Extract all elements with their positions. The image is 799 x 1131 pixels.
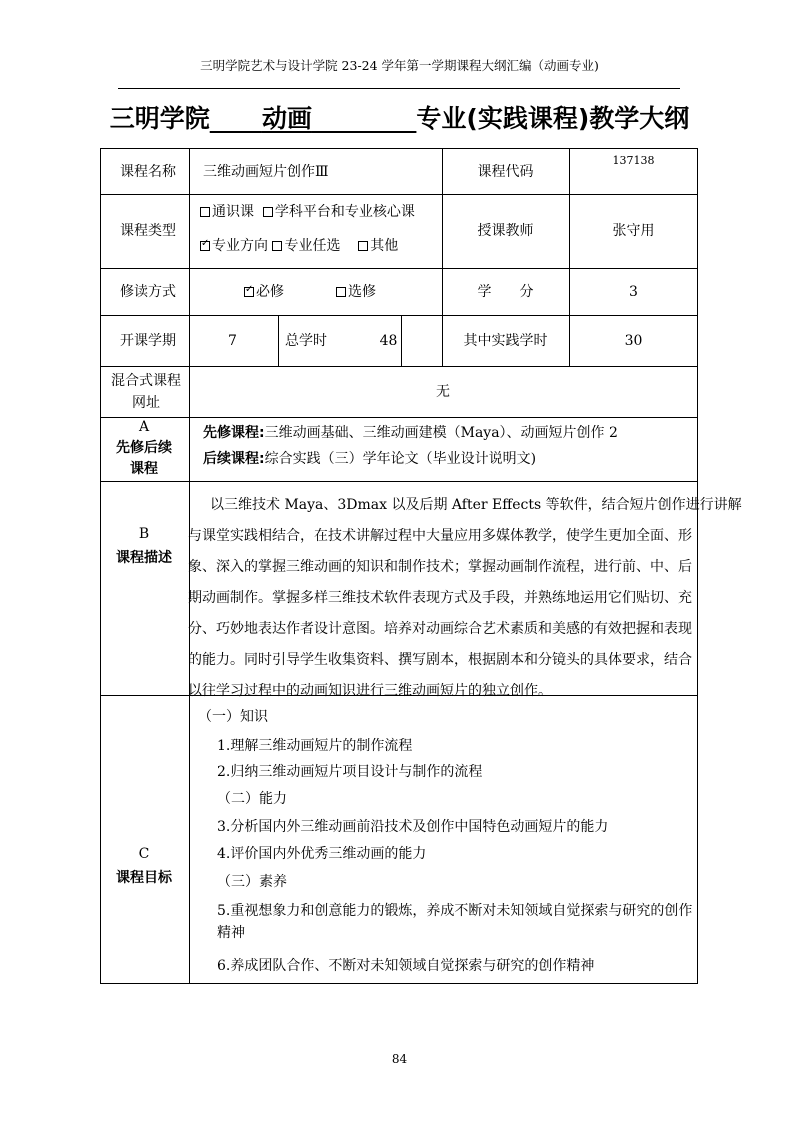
goal-item: 2.归纳三维动画短片项目设计与制作的流程 xyxy=(217,764,483,780)
credit-value: 3 xyxy=(629,283,638,300)
course-code-value: 137138 xyxy=(612,154,655,167)
row-divider xyxy=(101,481,697,482)
row-divider xyxy=(101,417,697,418)
practice-hours-label: 其中实践学时 xyxy=(463,332,548,349)
study-mode-options xyxy=(244,280,376,304)
hours-label: 总学时 xyxy=(285,332,327,349)
semester-value: 7 xyxy=(228,332,237,349)
course-name-label: 课程名称 xyxy=(120,164,176,180)
checkbox-direction[interactable]: ✓专业方向 xyxy=(200,238,268,254)
section-c-letter: C xyxy=(138,846,150,862)
prerequisite-label: 先修课程: xyxy=(203,425,265,441)
course-url-label: 混合式课程网址 xyxy=(111,372,181,411)
running-header: 三明学院艺术与设计学院 23-24 学年第一学期课程大纲汇编（动画专业) xyxy=(200,58,599,73)
credit-label: 学 分 xyxy=(477,283,534,300)
course-type-options-row2 xyxy=(200,234,398,258)
prerequisite-courses xyxy=(203,420,618,446)
description-line: 与课堂实践相结合，在技术讲解过程中大量应用多媒体教学，使学生更加全面、形 xyxy=(188,528,692,544)
section-b-letter: B xyxy=(138,526,150,542)
goal-item: 5.重视想象力和创意能力的锻炼，养成不断对未知领域自觉探索与研究的创作 xyxy=(217,903,693,919)
description-line: 期动画制作。掌握多样三维技术软件表现方式及手段，并熟练地运用它们贴切、充 xyxy=(188,590,692,606)
checkbox-required[interactable]: ✓ 必修 xyxy=(244,284,284,300)
goal-heading-ability: （二）能力 xyxy=(217,791,287,807)
checkbox-elective[interactable]: 专业任选 xyxy=(272,238,340,254)
hours-value: 48 xyxy=(379,332,398,349)
section-a-label: 先修后续课程 xyxy=(116,440,172,477)
description-line: 象、深入的掌握三维动画的知识和制作技术；掌握动画制作流程，进行前、中、后 xyxy=(188,559,692,575)
title-school: 三明学院 xyxy=(109,104,210,133)
course-url-value: 无 xyxy=(436,383,450,400)
section-b-label: 课程描述 xyxy=(116,550,172,566)
goal-item: 6.养成团队合作、不断对未知领域自觉探索与研究的创作精神 xyxy=(217,958,595,974)
study-mode-label: 修读方式 xyxy=(120,283,176,300)
goal-item: 1.理解三维动画短片的制作流程 xyxy=(217,738,413,754)
description-line: 以往学习过程中的动画知识进行三维动画短片的独立创作。 xyxy=(188,683,552,699)
header-rule xyxy=(118,88,680,89)
section-c-label: 课程目标 xyxy=(116,870,172,886)
teacher-value: 张守用 xyxy=(612,223,655,239)
practice-hours-value: 30 xyxy=(624,332,643,349)
section-c-header xyxy=(100,842,188,890)
section-a-header xyxy=(100,417,188,481)
course-code-label: 课程代码 xyxy=(477,164,534,180)
title-suffix: 专业(实践课程)教学大纲 xyxy=(416,104,690,133)
checkbox-general[interactable]: 通识课 xyxy=(200,204,254,220)
teacher-label: 授课教师 xyxy=(477,223,534,239)
description-line: 的能力。同时引导学生收集资料、撰写剧本，根据剧本和分镜头的具体要求，结合 xyxy=(188,652,692,668)
goal-item: 3.分析国内外三维动画前沿技术及创作中国特色动画短片的能力 xyxy=(217,819,609,835)
followup-value: 综合实践（三）学年论文（毕业设计说明文) xyxy=(264,451,537,467)
title-major: 动画 xyxy=(261,104,312,133)
goal-item-continued: 精神 xyxy=(217,925,245,941)
checkbox-optional[interactable]: 选修 xyxy=(336,284,376,300)
checkbox-other[interactable]: 其他 xyxy=(358,238,398,254)
followup-courses xyxy=(203,446,536,472)
description-line: 以三维技术 Maya、3Dmax 以及后期 After Effects 等软件，结合短片创作进行讲解 xyxy=(210,497,742,513)
course-type-label: 课程类型 xyxy=(120,223,176,239)
course-name-value: 三维动画短片创作Ⅲ xyxy=(203,164,329,180)
followup-label: 后续课程: xyxy=(203,451,265,467)
course-type-options-row1 xyxy=(200,200,415,224)
goal-heading-quality: （三）素养 xyxy=(217,874,287,890)
checkbox-core[interactable]: 学科平台和专业核心课 xyxy=(263,204,415,220)
prerequisite-value: 三维动画基础、三维动画建模（Maya）、动画短片创作 2 xyxy=(264,425,618,441)
goal-heading-knowledge: （一）知识 xyxy=(198,709,268,725)
page-title xyxy=(0,98,799,140)
page-number: 84 xyxy=(391,1052,408,1066)
course-description xyxy=(188,490,742,707)
semester-label: 开课学期 xyxy=(120,332,176,349)
description-line: 分、巧妙地表达作者设计意图。培养对动画综合艺术素质和美感的有效把握和表现 xyxy=(188,621,692,637)
section-a-letter: A xyxy=(138,419,150,435)
goal-item: 4.评价国内外优秀三维动画的能力 xyxy=(217,846,427,862)
section-b-header xyxy=(100,522,188,570)
